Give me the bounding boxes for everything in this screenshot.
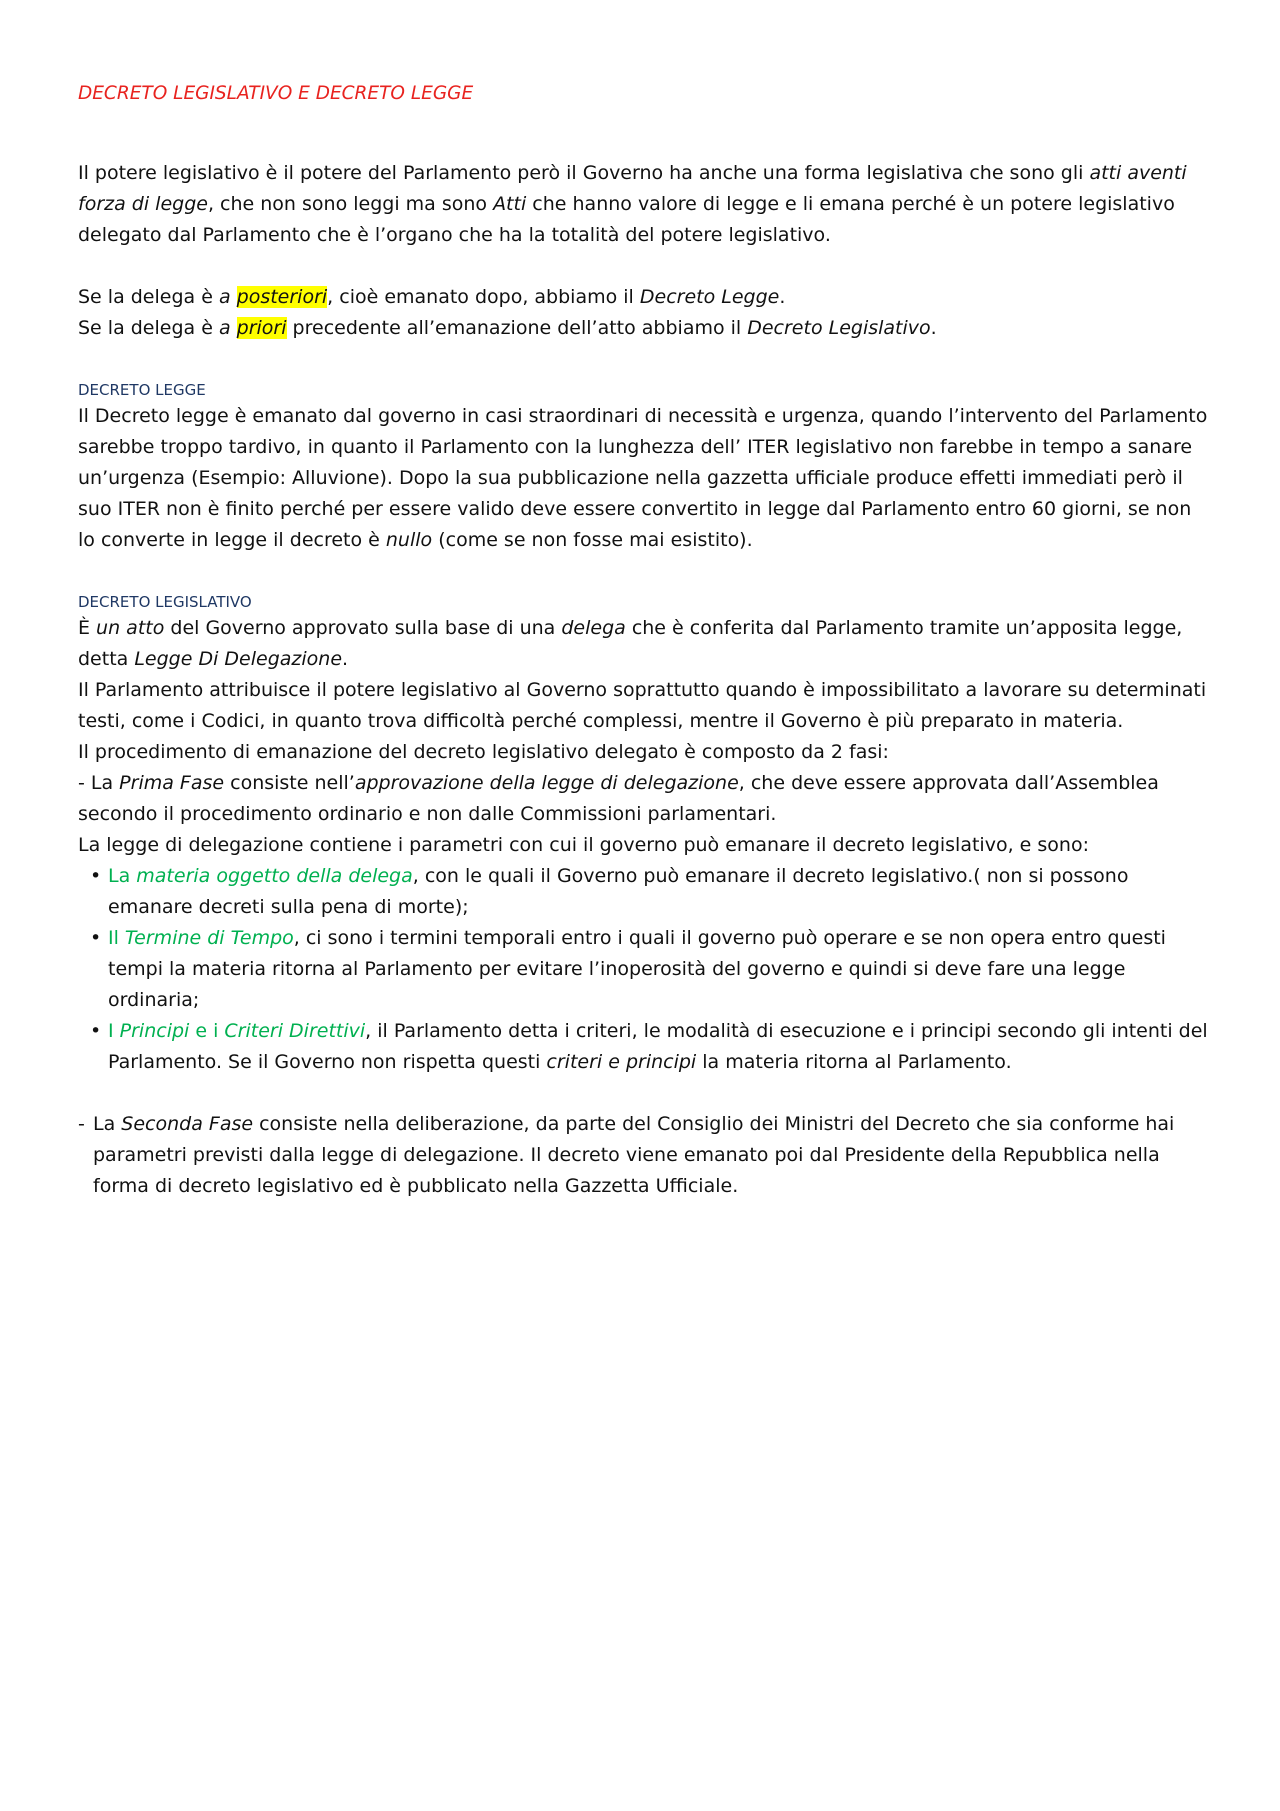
seconda-fase-list [78, 1109, 1208, 1202]
intro-emphasis-atti-aventi: atti aventi forza di legge [78, 162, 1187, 215]
document-body [78, 80, 1208, 1202]
intro-paragraph: Il potere legislativo è il potere del Parlamento però il Governo ha anche una forma legislativa che sono gli atti aventi forza di legge, che non sono leggi ma sono Atti che hanno valore di legge e li emana perché è un potere legislativo delegato dal Parlamento che è l’organo che ha la totalità del potere legislativo. [78, 162, 1187, 246]
list-item: • La materia oggetto della delega, con le quali il Governo può emanare il decreto legislativo.( non si possono emanare decreti sulla pena di morte); [90, 861, 1208, 923]
decreto-legislativo-procedure: Il procedimento di emanazione del decreto legislativo delegato è composto da 2 fasi: [78, 741, 889, 763]
list-item: - La Seconda Fase consiste nella deliberazione, da parte del Consiglio dei Ministri del Decreto che sia conforme hai parametri previsti dalla legge di delegazione. Il decreto viene emanato poi dal Presidente della Repubblica nella forma di decreto legislativo ed è pubblicato nella Gazzetta Ufficiale. [78, 1109, 1208, 1202]
spacer [78, 344, 1208, 375]
highlight-priori: priori [236, 317, 287, 339]
decreto-legislativo-definition: È un atto del Governo approvato sulla base di una delega che è conferita dal Parlamento tramite un’apposita legge, detta Legge Di Delegazione. [78, 617, 1183, 670]
parametri-intro: La legge di delegazione contiene i parametri con cui il governo può emanare il decreto legislativo, e sono: [78, 834, 1089, 856]
parametri-list [78, 861, 1208, 1078]
decreto-legislativo-attribution: Il Parlamento attribuisce il potere legislativo al Governo soprattutto quando è impossibilitato a lavorare su determinati testi, come i Codici, in quanto trova difficoltà perché complessi, mentre il Governo è più preparato in materia. [78, 679, 1207, 732]
list-item: • Il Termine di Tempo, ci sono i termini temporali entro i quali il governo può operare e se non opera entro questi tempi la materia ritorna al Parlamento per evitare l’inoperosità del governo e quindi si deve fare una legge ordinaria; [90, 923, 1208, 1016]
dash-icon: - [78, 1113, 85, 1135]
highlight-posteriori: posteriori [236, 286, 328, 308]
list-item: • I Principi e i Criteri Direttivi, il Parlamento detta i criteri, le modalità di esecuzione e i principi secondo gli intenti del Parlamento. Se il Governo non rispetta questi criteri e principi la materia ritorna al Parlamento. [90, 1016, 1208, 1078]
spacer [78, 251, 1208, 282]
delega-priori-line: Se la delega è a priori precedente all’emanazione dell’atto abbiamo il Decreto Legislativo. [78, 317, 937, 339]
section-heading-decreto-legislativo: DECRETO LEGISLATIVO [78, 593, 252, 611]
delega-posteriori-line: Se la delega è a posteriori, cioè emanato dopo, abbiamo il Decreto Legge. [78, 286, 786, 308]
spacer [78, 556, 1208, 587]
bullet-icon: • [90, 865, 102, 887]
bullet-icon: • [90, 1020, 102, 1042]
document-title: DECRETO LEGISLATIVO E DECRETO LEGGE [78, 83, 474, 104]
section-heading-decreto-legge: DECRETO LEGGE [78, 381, 206, 399]
decreto-legge-paragraph: Il Decreto legge è emanato dal governo in casi straordinari di necessità e urgenza, quando l’intervento del Parlamento sarebbe troppo tardivo, in quanto il Parlamento con la lunghezza dell’ ITER legislativo non farebbe in tempo a sanare un’urgenza (Esempio: Alluvione). Dopo la sua pubblicazione nella gazzetta ufficiale produce effetti immediati però il suo ITER non è finito perché per essere valido deve essere convertito in legge dal Parlamento entro 60 giorni, se non lo converte in legge il decreto è nullo (come se non fosse mai esistito). [78, 405, 1208, 551]
spacer [78, 1078, 1208, 1109]
prima-fase-paragraph: - La Prima Fase consiste nell’approvazione della legge di delegazione, che deve essere approvata dall’Assemblea secondo il procedimento ordinario e non dalle Commissioni parlamentari. [78, 772, 1159, 825]
intro-emphasis-atti: Atti [493, 193, 527, 215]
bullet-icon: • [90, 927, 102, 949]
